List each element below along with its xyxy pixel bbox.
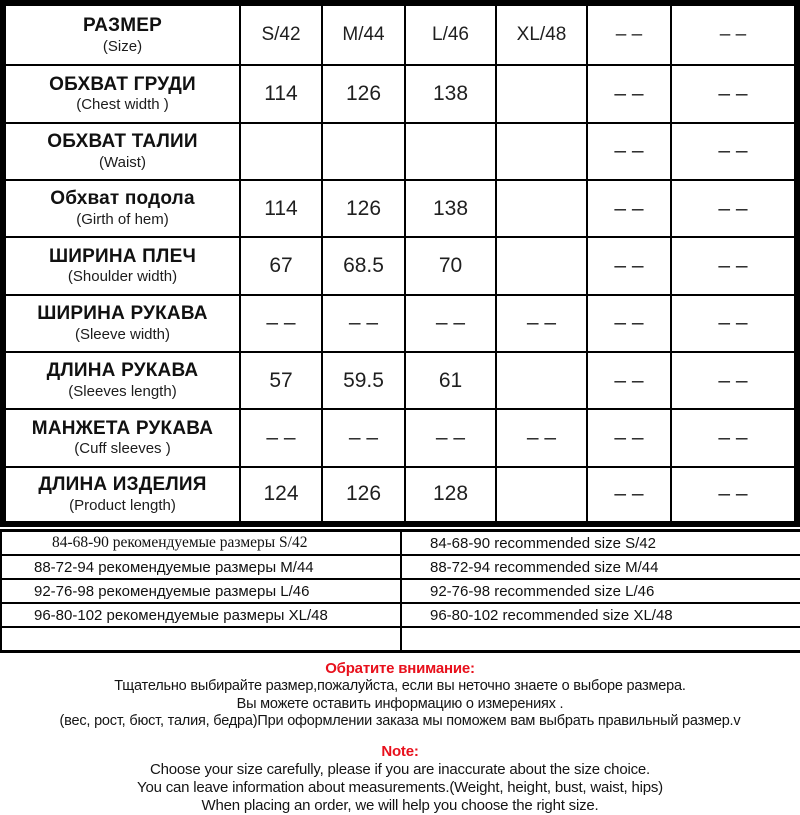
measure-cell: – – bbox=[405, 409, 496, 466]
row-header-hem bbox=[3, 180, 240, 237]
row-label-ru: РАЗМЕР bbox=[83, 14, 162, 36]
table-row-sleeve-width bbox=[3, 295, 797, 352]
measure-cell: – – bbox=[587, 295, 671, 352]
measure-cell: – – bbox=[671, 409, 797, 466]
measure-cell: – – bbox=[587, 352, 671, 409]
recommended-row bbox=[1, 531, 800, 556]
row-label-ru: ОБХВАТ ТАЛИИ bbox=[47, 131, 198, 152]
measure-cell: 126 bbox=[322, 180, 405, 237]
measure-cell bbox=[496, 123, 587, 180]
measure-cell: – – bbox=[496, 295, 587, 352]
measure-cell bbox=[496, 237, 587, 294]
recommended-ru: 96-80-102 рекомендуемые размеры XL/48 bbox=[1, 603, 401, 627]
measure-cell: – – bbox=[587, 237, 671, 294]
measure-cell: – – bbox=[322, 295, 405, 352]
measure-cell: 138 bbox=[405, 180, 496, 237]
row-header-size bbox=[3, 3, 240, 65]
measure-cell: – – bbox=[587, 467, 671, 524]
table-row-sleeve-length bbox=[3, 352, 797, 409]
measure-cell bbox=[496, 352, 587, 409]
measure-cell bbox=[496, 65, 587, 122]
table-row-product-length bbox=[3, 467, 797, 524]
measure-cell: – – bbox=[587, 65, 671, 122]
measure-cell: – – bbox=[671, 180, 797, 237]
measure-cell: – – bbox=[240, 295, 322, 352]
recommended-en bbox=[401, 627, 800, 652]
row-label-en: (Chest width ) bbox=[76, 96, 169, 114]
measure-cell: – – bbox=[587, 180, 671, 237]
row-header-sleeve-length bbox=[3, 352, 240, 409]
note-title-en: Note: bbox=[381, 742, 419, 760]
measure-cell: 126 bbox=[322, 65, 405, 122]
measure-cell: 114 bbox=[240, 180, 322, 237]
recommended-row-empty bbox=[1, 627, 800, 652]
measure-cell bbox=[496, 180, 587, 237]
measure-cell: – – bbox=[405, 295, 496, 352]
recommended-en: 92-76-98 recommended size L/46 bbox=[401, 579, 800, 603]
size-cell: – – bbox=[587, 3, 671, 65]
measure-cell: 61 bbox=[405, 352, 496, 409]
note-line: (вес, рост, бюст, талия, бедра)При оформлении заказа мы поможем вам выбрать правильный размер.v bbox=[59, 713, 741, 729]
row-header-shoulder bbox=[3, 237, 240, 294]
row-header-waist bbox=[3, 123, 240, 180]
row-label-ru: ДЛИНА ИЗДЕЛИЯ bbox=[38, 473, 207, 495]
row-header-sleeve-width bbox=[3, 295, 240, 352]
measure-cell: – – bbox=[322, 409, 405, 466]
measure-cell bbox=[496, 467, 587, 524]
note-line: Вы можете оставить информацию о измерениях . bbox=[236, 695, 564, 712]
measure-cell: 126 bbox=[322, 467, 405, 524]
note-line: Choose your size carefully, please if you are inaccurate about the size choice. bbox=[149, 760, 651, 778]
measure-cell bbox=[322, 123, 405, 180]
measure-cell bbox=[405, 123, 496, 180]
row-label-ru: ШИРИНА ПЛЕЧ bbox=[48, 245, 196, 267]
measure-cell: – – bbox=[671, 65, 797, 122]
table-row-cuff bbox=[3, 409, 797, 466]
measure-cell: 67 bbox=[240, 237, 322, 294]
recommended-sizes-table bbox=[0, 529, 800, 653]
row-header-product-length bbox=[3, 467, 240, 524]
measure-cell: 128 bbox=[405, 467, 496, 524]
row-label-ru: ШИРИНА РУКАВА bbox=[37, 302, 208, 324]
measure-cell: – – bbox=[671, 467, 797, 524]
note-ru bbox=[0, 660, 800, 731]
measure-cell: 68.5 bbox=[322, 237, 405, 294]
note-line: When placing an order, we will help you choose the right size. bbox=[201, 796, 599, 814]
table-row-size bbox=[3, 3, 797, 65]
measure-cell: – – bbox=[496, 409, 587, 466]
measure-cell: – – bbox=[587, 123, 671, 180]
row-label-en: (Shoulder width) bbox=[67, 268, 178, 286]
recommended-row bbox=[1, 555, 800, 579]
measure-cell: 70 bbox=[405, 237, 496, 294]
measure-cell: – – bbox=[671, 123, 797, 180]
measure-cell: – – bbox=[240, 409, 322, 466]
recommended-row bbox=[1, 579, 800, 603]
size-cell: XL/48 bbox=[496, 3, 587, 65]
row-label-en: (Sleeves length) bbox=[68, 383, 177, 401]
note-line: Тщательно выбирайте размер,пожалуйста, если вы неточно знаете о выборе размера. bbox=[114, 678, 686, 694]
measure-cell: 124 bbox=[240, 467, 322, 524]
size-cell: M/44 bbox=[322, 3, 405, 65]
size-cell: L/46 bbox=[405, 3, 496, 65]
notes-section bbox=[0, 653, 800, 815]
measure-cell: – – bbox=[671, 352, 797, 409]
row-label-en: (Girth of hem) bbox=[76, 211, 169, 229]
row-label-ru: ОБХВАТ ГРУДИ bbox=[49, 73, 196, 95]
row-header-cuff bbox=[3, 409, 240, 466]
measure-cell: 138 bbox=[405, 65, 496, 122]
note-en bbox=[0, 743, 800, 815]
recommended-row bbox=[1, 603, 800, 627]
row-label-en: (Waist) bbox=[99, 153, 146, 171]
recommended-en: 84-68-90 recommended size S/42 bbox=[401, 531, 800, 556]
recommended-en: 96-80-102 recommended size XL/48 bbox=[401, 603, 800, 627]
size-cell: – – bbox=[671, 3, 797, 65]
measure-cell: 59.5 bbox=[322, 352, 405, 409]
row-label-en: (Product length) bbox=[69, 496, 176, 514]
row-label-en: (Cuff sleeves ) bbox=[74, 440, 171, 458]
row-label-ru: Обхват подола bbox=[50, 188, 195, 210]
table-row-waist bbox=[3, 123, 797, 180]
note-line: You can leave information about measurements.(Weight, height, bust, waist, hips) bbox=[137, 778, 663, 796]
note-title-ru: Обратите внимание: bbox=[325, 660, 475, 677]
measure-cell: 57 bbox=[240, 352, 322, 409]
row-label-en: (Size) bbox=[102, 37, 143, 55]
recommended-ru: 84-68-90 рекомендуемые размеры S/42 bbox=[1, 531, 401, 556]
row-header-chest bbox=[3, 65, 240, 122]
size-cell: S/42 bbox=[240, 3, 322, 65]
recommended-ru: 92-76-98 рекомендуемые размеры L/46 bbox=[1, 579, 401, 603]
measure-cell: – – bbox=[587, 409, 671, 466]
measure-cell bbox=[240, 123, 322, 180]
measure-cell: – – bbox=[671, 237, 797, 294]
table-row-shoulder bbox=[3, 237, 797, 294]
table-row-hem bbox=[3, 180, 797, 237]
measure-cell: – – bbox=[671, 295, 797, 352]
recommended-en: 88-72-94 recommended size M/44 bbox=[401, 555, 800, 579]
measure-cell: 114 bbox=[240, 65, 322, 122]
row-label-en: (Sleeve width) bbox=[74, 325, 171, 343]
table-row-chest bbox=[3, 65, 797, 122]
row-label-ru: ДЛИНА РУКАВА bbox=[46, 360, 199, 382]
recommended-ru bbox=[1, 627, 401, 652]
recommended-ru: 88-72-94 рекомендуемые размеры M/44 bbox=[1, 555, 401, 579]
row-label-ru: МАНЖЕТА РУКАВА bbox=[31, 417, 214, 439]
